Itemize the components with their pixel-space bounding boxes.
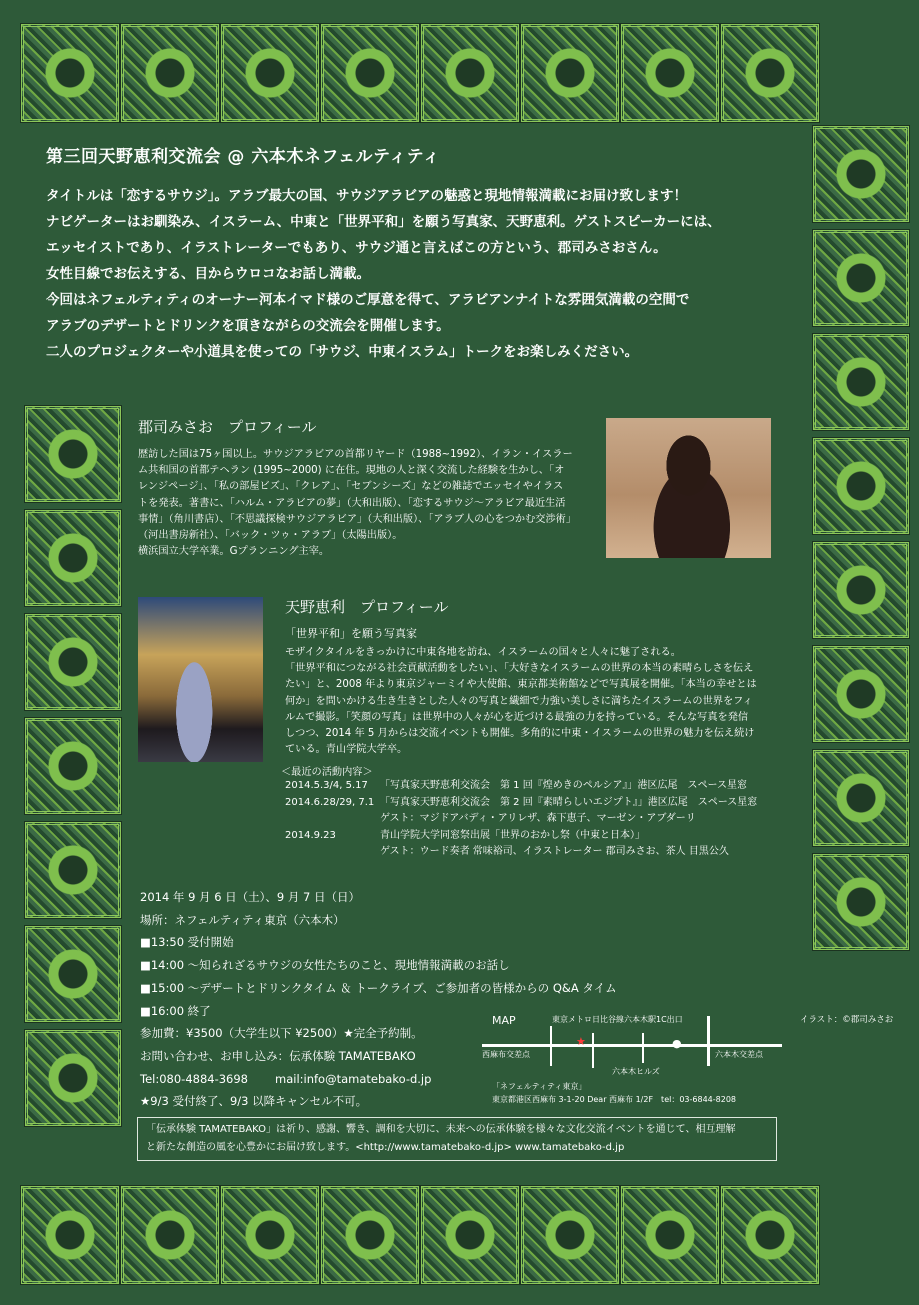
map-road: [482, 1044, 782, 1047]
intro-text: [46, 186, 786, 368]
activity-row: [285, 795, 775, 812]
event-note: ★9/3 受付終了、9/3 以降キャンセル不可。: [140, 1094, 368, 1109]
map-road: [592, 1033, 594, 1068]
activity-text: 「写真家天野恵利交流会 第 1 回『煌めきのペルシア』」港区広尾 スペース星窓: [380, 780, 747, 792]
profile-line: モザイクタイルをきっかけに中東各地を訪ね、イスラームの国々と人々に魅了される。: [285, 647, 681, 658]
intro-line: 今回はネフェルティティのオーナー河本イマド様のご厚意を得て、アラビアンナイトな雰囲気満載の空間で: [46, 292, 690, 308]
map-label: MAP: [492, 1014, 516, 1027]
map-left-crossing: 西麻布交差点: [482, 1050, 530, 1059]
activity-date: 2014.5.3/4, 5.17: [285, 780, 368, 792]
profile-amano: [281, 596, 775, 861]
profile-line: ている。青山学院大学卒。: [285, 744, 408, 756]
activity-date: [285, 811, 380, 828]
profile-heading: 天野恵利 プロフィール: [285, 598, 449, 616]
map-venue: 「ネフェルティティ東京」: [492, 1082, 587, 1091]
intro-line: タイトルは「恋するサウジ」。アラブ最大の国、サウジアラビアの魅惑と現地情報満載にお届け致します！: [46, 188, 687, 204]
profile-line: 歴訪した国は75ヶ国以上。サウジアラビアの首都リヤード（1988~1992）、イラン・イスラー: [138, 449, 573, 460]
intro-line: 女性目線でお伝えする、目からウロコなお話し満載。: [46, 266, 370, 282]
activity-row: [285, 811, 775, 828]
map-road: [707, 1016, 710, 1066]
activity-text: ゲスト：マジドアバディ・アリレザ、森下恵子、マーゼン・アブダーリ: [380, 813, 696, 825]
intro-line: 二人のプロジェクターや小道具を使っての「サウジ、中東イスラム」トークをお楽しみください。: [46, 344, 639, 360]
profile-line: ム共和国の首都テヘラン (1995~2000) に在住。現地の人と深く交流した経験を生かし、「オ: [138, 465, 565, 477]
activities-title: ＜最近の活動内容＞: [281, 767, 373, 779]
contact-tel[interactable]: Tel:080-4884-3698: [140, 1071, 248, 1086]
map-station: 東京メトロ日比谷線六本木駅1C出口: [552, 1015, 683, 1024]
profile-line: しつつ、2014 年 5 月からは交流イベントも開催。多角的に中東・イスラームの世界の魅力を伝え続け: [285, 728, 755, 740]
profile-line: たい」と、2008 年より東京ジャーミイや大使館、東京都美術館などで写真展を開催。「本当の幸せとは: [285, 679, 757, 691]
event-place: 場所：ネフェルティティ東京（六本木）: [140, 912, 345, 927]
profile-line: 「世界平和につながる社会貢献活動をしたい」、「大好きなイスラームの世界の本当の素晴らしさを伝え: [285, 663, 754, 675]
profile-line: ルムで撮影。「笑顔の写真」は世界中の人々が心を近づける最強の力を持っている。そんな写真を発信: [285, 711, 749, 723]
event-contact: お問い合わせ、お申し込み：伝承体験 TAMATEBAKO: [140, 1048, 416, 1063]
map-right-crossing: 六本木交差点: [715, 1050, 763, 1059]
amano-photo: [138, 597, 263, 762]
activity-text: ゲスト：ウード奏者 常味裕司、イラストレーター 郡司みさお、茶人 目黒公久: [380, 846, 729, 858]
intro-line: エッセイストであり、イラストレーターでもあり、サウジ通と言えばこの方という、郡司みさおさん。: [46, 240, 667, 256]
venue-marker-icon: ★: [576, 1035, 586, 1048]
activity-date: [285, 844, 380, 861]
map-road: [642, 1033, 644, 1063]
intro-line: アラブのデザートとドリンクを頂きながらの交流会を開催します。: [46, 318, 450, 334]
map-road: [550, 1026, 552, 1066]
schedule-item: ■13:50 受付開始: [140, 935, 234, 950]
profile-gunji: [138, 416, 594, 560]
intro-line: ナビゲーターはお馴染み、イスラーム、中東と「世界平和」を願う写真家、天野恵利。ゲストスピーカーには、: [46, 214, 721, 230]
profile-heading: 郡司みさお プロフィール: [138, 418, 317, 436]
page-title: 第三回天野恵利交流会 @ 六本木ネフェルティティ: [46, 147, 441, 167]
event-date: 2014 年 9 月 6 日（土）、9 月 7 日（日）: [140, 890, 361, 904]
map-address: 東京都港区西麻布 3-1-20 Dear 西麻布 1/2F tel：03-6844-8208: [492, 1095, 737, 1104]
activity-row: [285, 778, 775, 795]
profile-line: トを発表。著書に、「ハルム・アラビアの夢」（大和出版）、「恋するサウジ～アラビア最近生活: [138, 497, 566, 509]
profile-subtitle: 「世界平和」を願う写真家: [285, 627, 417, 640]
footer-box: [137, 1117, 777, 1161]
event-fee: 参加費：¥3500（大学生以下 ¥2500）★完全予約制。: [140, 1026, 423, 1041]
profile-line: 何か」を問いかける生き生きとした人々の写真と繊細で力強い美しさに満ちたイスラームの世界をフィ: [285, 695, 753, 707]
profile-line: レンジページ」、「私の部屋ビズ」、「クレア」、「セブンシーズ」などの雑誌でエッセイやイラス: [138, 481, 564, 493]
profile-line: （河出書房新社）、「バック・ツゥ・アラブ」（太陽出版）。: [138, 530, 403, 542]
footer-line: と新たな創造の風を心豊かにお届け致します。<http://www.tamatebako-d.jp> www.tamatebako-d.jp: [146, 1142, 625, 1153]
gunji-photo: [606, 418, 771, 558]
profile-line: 横浜国立大学卒業。Gプランニング主宰。: [138, 546, 330, 558]
activity-row: [285, 828, 775, 845]
profile-line: 事情」（角川書店）、「不思議探検サウジアラビア」（大和出版）、「アラブ人の心をつかむ交渉術」: [138, 513, 577, 525]
activity-text: 青山学院大学同窓祭出展「世界のおかし祭（中東と日本）」: [380, 829, 645, 841]
illustration-credit: イラスト：©郡司みさお: [800, 1015, 894, 1025]
schedule-item: ■15:00 ～デザートとドリンクタイム ＆ トークライブ、ご参加者の皆様からの Q&A タイム: [140, 980, 617, 995]
access-map: [482, 1011, 782, 1111]
schedule-item: ■14:00 ～知られざるサウジの女性たちのこと、現地情報満載のお話し: [140, 958, 510, 973]
activity-row: [285, 844, 775, 861]
map-hills: 六本木ヒルズ: [612, 1067, 660, 1076]
activity-text: 「写真家天野恵利交流会 第 2 回『素晴らしいエジプト』」港区広尾 スペース星窓: [380, 796, 758, 808]
footer-line: 「伝承体験 TAMATEBAKO」は祈り、感謝、響き、調和を大切に、未来への伝承体験を様々な文化交流イベントを通じて、相互理解: [146, 1124, 736, 1135]
contact-mail[interactable]: mail:info@tamatebako-d.jp: [275, 1071, 432, 1086]
activity-date: 2014.6.28/29, 7.1: [285, 796, 375, 808]
station-marker-icon: ●: [672, 1037, 682, 1050]
activity-date: 2014.9.23: [285, 829, 336, 841]
schedule-item: ■16:00 終了: [140, 1003, 211, 1018]
activities-list: [285, 778, 775, 861]
